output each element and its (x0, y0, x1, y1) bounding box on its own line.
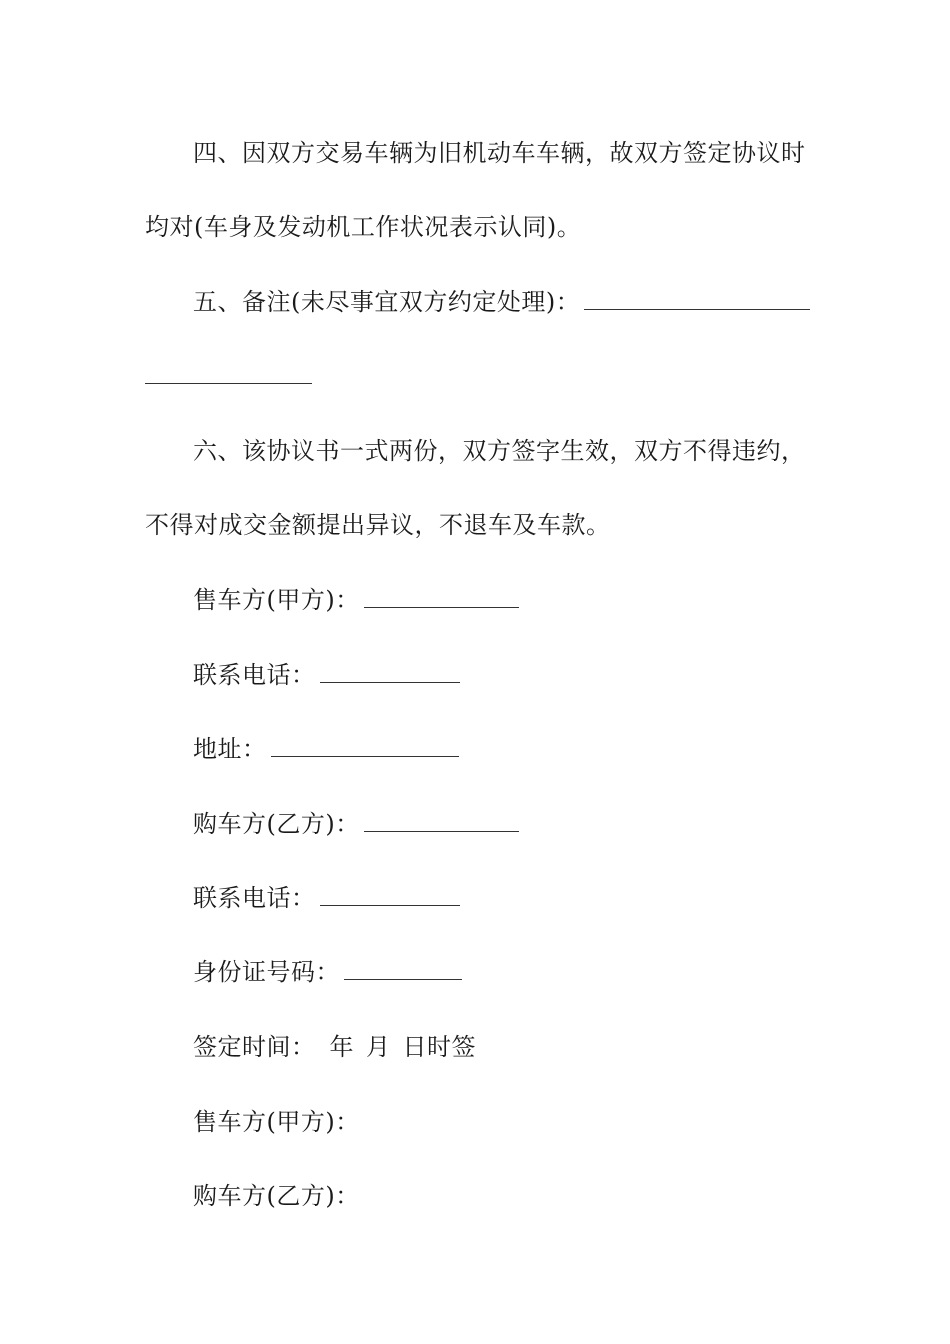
seller-phone-label: 联系电话： (193, 661, 316, 689)
clause-4-line-1: 四、因双方交易车辆为旧机动车车辆，故双方签定协议时 (193, 139, 806, 167)
seller-address-label: 地址： (193, 735, 267, 763)
seller-blank-line (364, 587, 519, 608)
clause-5-remarks (193, 287, 810, 317)
seller-address-row (193, 734, 459, 764)
signing-seller-label: 售车方(甲方)： (193, 1108, 360, 1136)
seller-row (193, 585, 519, 615)
seller-phone-row (193, 660, 460, 690)
signing-time-label: 签定时间： (193, 1033, 316, 1061)
buyer-row (193, 809, 519, 839)
seller-phone-blank-line (320, 662, 460, 683)
buyer-id-blank-line (344, 959, 462, 980)
buyer-phone-row (193, 883, 460, 913)
buyer-id-label: 身份证号码： (193, 958, 340, 986)
seller-label: 售车方(甲方)： (193, 586, 360, 614)
buyer-phone-blank-line (320, 885, 460, 906)
clause-5-label: 五、备注(未尽事宜双方约定处理)： (193, 288, 581, 316)
buyer-blank-line (364, 811, 519, 832)
remarks-blank-line-2 (145, 382, 312, 384)
clause-6-line-2: 不得对成交金额提出异议，不退车及车款。 (145, 511, 611, 539)
signing-month: 月 (366, 1033, 391, 1061)
clause-6-line-1: 六、该协议书一式两份，双方签字生效，双方不得违约， (193, 437, 806, 465)
signing-year: 年 (329, 1033, 354, 1061)
clause-4-line-2: 均对(车身及发动机工作状况表示认同)。 (145, 213, 582, 241)
seller-address-blank-line (271, 736, 459, 757)
remarks-blank-line (584, 289, 810, 310)
signing-buyer-label: 购车方(乙方)： (193, 1182, 360, 1210)
buyer-id-row (193, 957, 462, 987)
buyer-label: 购车方(乙方)： (193, 810, 360, 838)
signing-day-sign: 日时签 (402, 1033, 476, 1061)
signing-time-row (193, 1032, 476, 1062)
buyer-phone-label: 联系电话： (193, 884, 316, 912)
